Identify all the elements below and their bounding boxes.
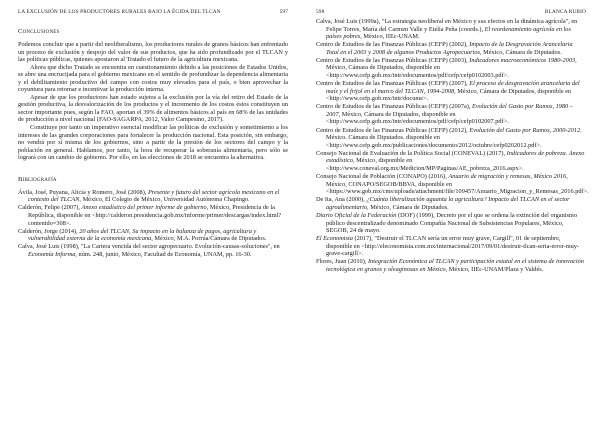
left-running-head bbox=[18, 9, 288, 18]
reference-author: Consejo Nacional de Población (CONAPO) (2016), bbox=[316, 173, 449, 181]
reference-details: , México, Presidencia de la República, disponible en <http://calderon.presidencia.gob.mx/informe/primer/descargas/index.html?contenido=308>. bbox=[28, 204, 282, 227]
reference-entry bbox=[18, 204, 288, 227]
reference-details: , México, disponible en <http://www.coneval.org.mx/Medicion/MP/Paginas/AE_pobreza_2016.aspx>. bbox=[326, 157, 524, 172]
reference-entry bbox=[316, 258, 586, 273]
reference-title: Presente y futuro del sector agrícola mexicano en el contexto del TLCAN bbox=[28, 188, 280, 204]
reference-details: . México. Cámara de Diputados. disponible en <http://www.cefp.gob.mx/publicaciones/documento/2012/octubre/cefp0202012.pdf>. bbox=[326, 126, 582, 149]
right-running-title: BLANCA RUBIO bbox=[544, 9, 586, 15]
reference-author: Calderón, Felipe (2007), bbox=[18, 204, 82, 212]
paragraph: Ahora que dicho Tratado se encuentra en cuestionamiento debido a las posiciones de Estados Unidos, se abre una encrucijada para el gobierno mexicano en el sentido de profundizar la dependencia alimentaria y el debilitamiento productivo del campo con costos muy elevados para el país, o bien aprovechar la coyuntura para retomar e incentivar la producción interna. bbox=[18, 63, 288, 94]
right-bibliography bbox=[316, 18, 589, 274]
reference-details: , México, El Colegio de México, Universidad Autónoma Chapingo. bbox=[79, 196, 250, 204]
reference-details: , México, CONAPO/SEGOB/BBVA, disponible en <https://www.gob.mx/cms/uploads/attachment/file/109457/Anuario_Migracion_y_Remesas_2016.pdf>. bbox=[326, 173, 589, 196]
reference-entry bbox=[316, 41, 586, 56]
reference-entry bbox=[316, 103, 586, 126]
reference-title: Economía Informa bbox=[28, 250, 76, 258]
reference-entry bbox=[18, 228, 288, 243]
reference-author: De Ita, Ana (2000), bbox=[316, 196, 367, 204]
right-page bbox=[300, 0, 600, 431]
reference-title: Evolución del Gasto por Ramos, 2000-2012 bbox=[469, 126, 581, 134]
reference-title: El proceso de desgravación arancelaria del maíz y el frijol en el marco del TLCAN, 1994-2008 bbox=[326, 80, 580, 95]
reference-title: Integración Económica al TLCAN y participación estatal en el sistema de innovación tecnológica en granos y oleaginosas en México bbox=[326, 258, 584, 274]
paragraph: Podemos concluir que a partir del neoliberalismo, los productores rurales de granos básicos han enfrentado un proceso de exclusión y despojo del valor de sus productos, que ha sido profundizado por el TLCAN y las políticas públicas, quienes apostaron al Tratado el futuro de la agricultura mexicana. bbox=[18, 41, 288, 64]
reference-entry bbox=[316, 212, 586, 235]
reference-author: Flores, Juan (2010), bbox=[316, 258, 368, 266]
reference-entry bbox=[316, 127, 586, 150]
reference-entry bbox=[18, 189, 288, 204]
reference-details: , México, IIEc-UNAM/Plaza y Valdés. bbox=[445, 266, 544, 274]
reference-entry bbox=[316, 57, 586, 80]
reference-details: , México, Cámara de Diputados, disponible en <http://www.cefp.gob.mx/intr/docume>. bbox=[326, 87, 572, 103]
reference-author: Centro de Estudios de las Finanzas Públicas (CEFP) (2012), bbox=[316, 126, 470, 134]
reference-title: Impacto de la Desgravación Arancelaria Total en el 2003 y 2008 de algunos Productos Agropecuarios bbox=[326, 41, 573, 56]
reference-details: , México, Cámara de Diputados, disponible en <http://www.cefp.gob.mx/intr/edocumentos/pdf/cefp/cefp0102007.pdf>. bbox=[326, 110, 509, 126]
reference-title: ¿Cuánta liberalización aguanta la agricultura? Impacto del TLCAN en el sector agroalimentario bbox=[326, 196, 570, 211]
reference-title: El Economista bbox=[316, 235, 353, 243]
reference-title: Anuario de migración y remesas, México 2016 bbox=[448, 173, 567, 181]
reference-entry bbox=[316, 80, 586, 103]
reference-author: Centro de Estudios de las Finanzas Públicas (CEFP) (2007), bbox=[316, 80, 470, 88]
reference-entry bbox=[316, 196, 586, 211]
conclusions-heading: Conclusiones bbox=[18, 28, 60, 35]
reference-details: , México, Cámara de Diputados. bbox=[479, 48, 562, 56]
conclusions-body bbox=[18, 41, 288, 162]
reference-author: Centro de Estudios de las Finanzas Públicas (CEFP) (2002), bbox=[316, 41, 470, 49]
reference-details: , México, Cámara de Diputados. bbox=[367, 203, 449, 211]
reference-author: Centro de Estudios de las Finanzas Públicas (CEFP) (2003), bbox=[316, 56, 470, 64]
reference-entry bbox=[316, 150, 586, 173]
reference-author: Calderón, Jorge (2014), bbox=[18, 227, 80, 235]
left-page-number: 597 bbox=[279, 9, 288, 15]
reference-title: Evolución del Gasto por Ramos, 1980 – 2007 bbox=[326, 103, 573, 118]
reference-entry bbox=[316, 235, 586, 258]
reference-details: (DOF) (1999), Decreto por el que se ordena la extinción del organismo público descentralizado denominado Compañía Nacional de Subsistencias Populares, México, SEGOB, 24 de mayo. bbox=[326, 212, 577, 235]
right-running-head bbox=[316, 9, 586, 18]
reference-author: Ávila, José, Puyana, Alicia y Romero, José (2008), bbox=[18, 188, 148, 196]
bibliography-heading: Bibliografía bbox=[18, 175, 57, 183]
reference-entry bbox=[316, 18, 586, 41]
reference-author: Centro de Estudios de las Finanzas Públicas (CEFP) (2007a), bbox=[316, 103, 473, 111]
reference-title: Anexo estadístico del primer informe de gobierno bbox=[81, 204, 207, 212]
reference-details: , México, Cámara de Diputados, disponible en <http://www.cefp.gob.mx/intr/edocumentos/pdf/cefp/cefp0102003.pdf>. bbox=[326, 56, 577, 80]
reference-title: Diario Oficial de la Federación bbox=[316, 212, 397, 220]
reference-details: , México, M.A. Porrúa/Cámara de Diputados. bbox=[151, 235, 267, 243]
reference-title: 20 años del TLCAN, Su impacto en la balanza de pagos, agricultura y vulnerabilidad externa de la economía mexicana bbox=[28, 227, 257, 243]
reference-entry bbox=[18, 243, 288, 258]
paragraph: Apesar de que los productores han estado sujetos a la exclusión por la vía del retiro del Estado de la gestión productiva, la desvalorización de los productos y el incremento de los costos éstos constituyen un sector importante pues, según la FAO, aportan el 39% de alimentos básicos al país en 68% de las unidades de producción a nivel nacional (FAO-SAGARPA, 2012, Valor Campesino, 2017). bbox=[18, 93, 288, 124]
left-bibliography bbox=[18, 189, 288, 259]
reference-entry bbox=[316, 173, 589, 196]
left-running-title: LA EXCLUSIÓN DE LOS PRODUCTORES RURALES BAJO LA ÉGIDA DEL TLCAN bbox=[18, 9, 221, 15]
reference-details: , núm. 248, junio, México, Facultad de Economía, UNAM, pp. 16-30. bbox=[75, 250, 252, 258]
reference-title: Indicadores de pobreza. Anexo estadístico bbox=[326, 149, 585, 165]
reference-author: Calva, José Luis (1998), "La Cartera vencida del sector agropecuario. Evolución-causas-soluciones", en bbox=[18, 243, 280, 251]
reference-author: Consejo Nacional de Evaluación de la Política Social (CONEVAL) (2017), bbox=[316, 149, 507, 157]
right-page-number: 598 bbox=[316, 9, 325, 15]
reference-title: El reordenamiento agrícola en los países pobres bbox=[326, 25, 571, 41]
paragraph: Constituye por tanto un imperativo esencial modificar las políticas de exclusión y sometimiento a los intereses de las grandes corporaciones para fortalecer la producción nacional. Esta posición, sin embargo, no vendrá por sí misma de los gobiernos, sino a partir de la presión de los sectores del campo y la población en general. Hablamos, por tanto, la hora de recuperar la soberanía alimentaria, pero sólo se logrará con un cambio de gobierno. Por ello, en las elecciones de 2018 se encuentra la alternativa. bbox=[18, 124, 288, 162]
reference-details: , México, IIEc-UNAM. bbox=[360, 33, 420, 41]
reference-author: Calva, José Luis (1999a), "La estrategia neoliberal en México y sus efectos en la dinámica agrícola", en Felipe Torres, María del Carmen Valle y Etelia Peña (coords.), bbox=[316, 18, 578, 33]
reference-title: Indicadores macroeconómicos 1980-2003 bbox=[469, 56, 576, 64]
reference-details: (2017), "Destruir el TLCAN sería un error muy grave, Cargill", 01 de septiembre, disponible en <http://eleconomista.com.mx/internacional/2017/09/01/destruir-tlcan-seria-error-muy-grave-cargill>. bbox=[326, 235, 580, 258]
